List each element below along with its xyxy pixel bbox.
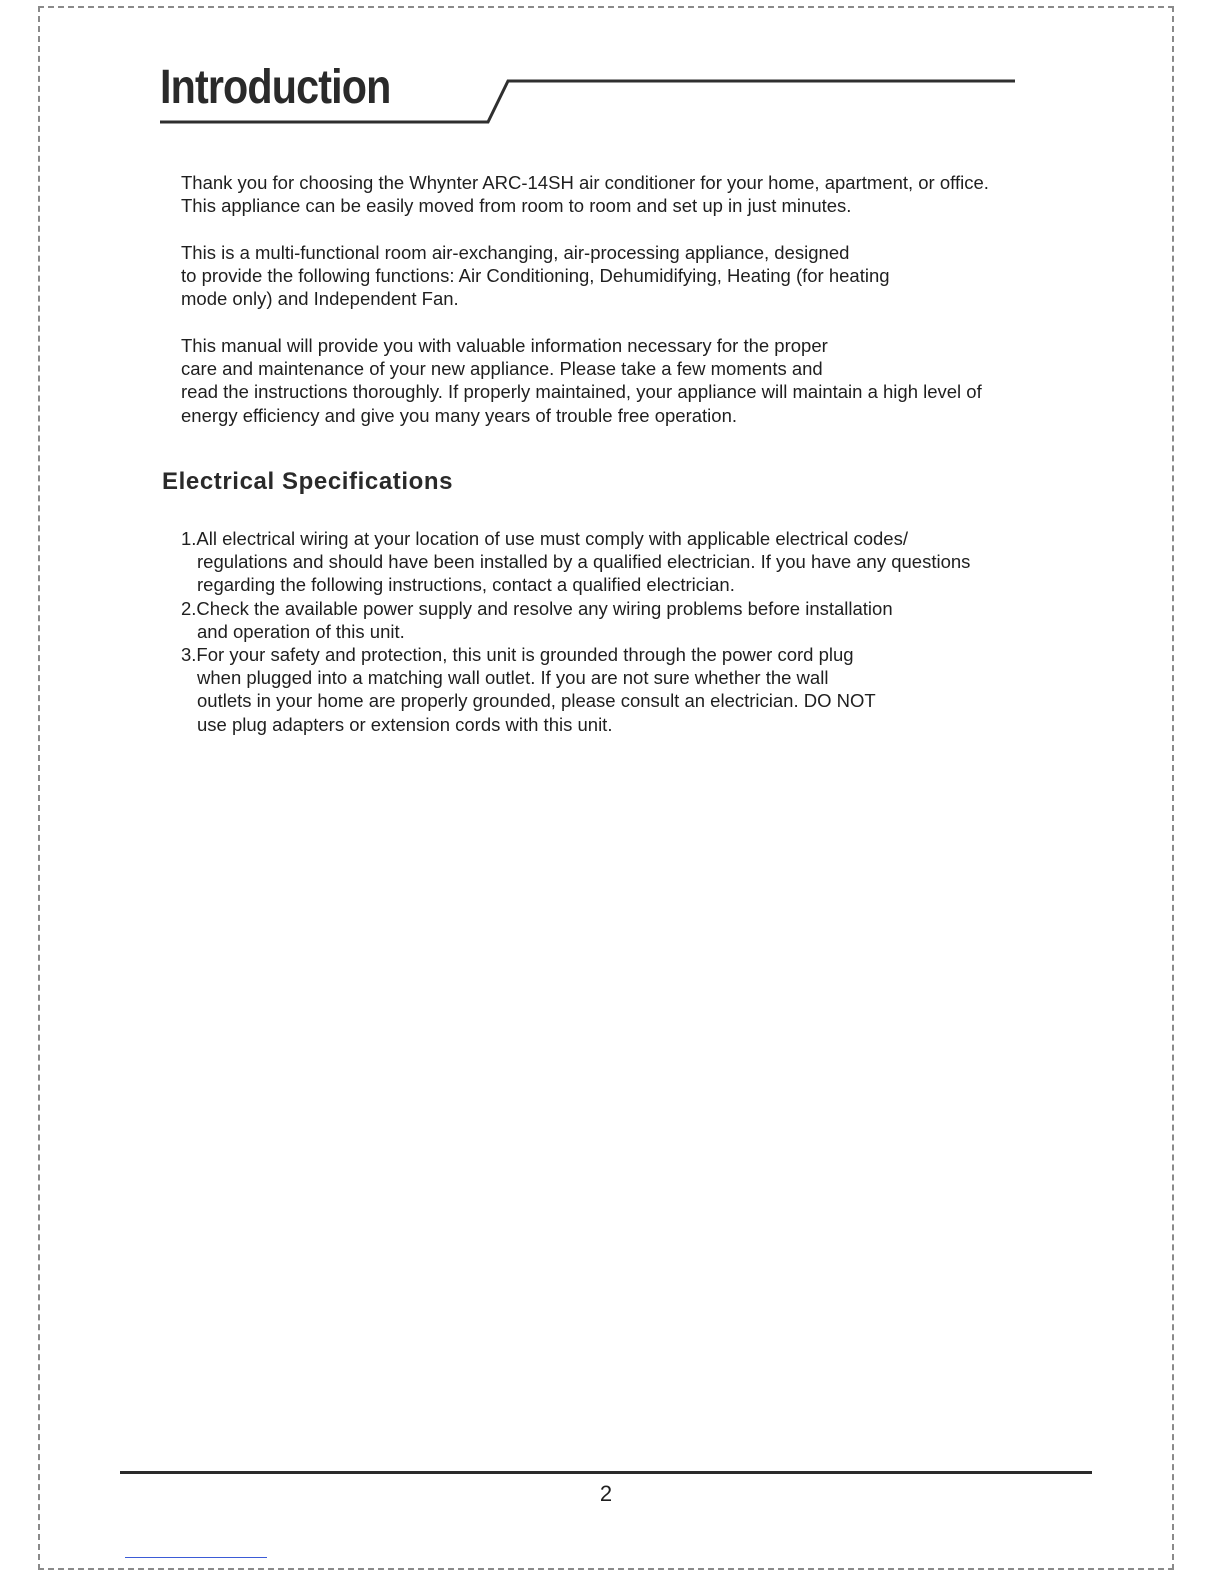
text-line: 3.For your safety and protection, this unit is grounded through the power cord plug — [181, 644, 854, 666]
spec-item-1 — [181, 527, 1061, 597]
text-line: energy efficiency and give you many years of trouble free operation. — [181, 404, 738, 426]
page-number: 2 — [599, 1481, 613, 1506]
spec-item-2 — [181, 597, 1061, 643]
footer-link-underline — [125, 1557, 267, 1558]
text-line: mode only) and Independent Fan. — [181, 288, 459, 310]
text-line: when plugged into a matching wall outlet. If you are not sure whether the wall — [197, 667, 829, 689]
text-line: Thank you for choosing the Whynter ARC-14SH air conditioner for your home, apartment, or office. — [181, 172, 989, 193]
text-line: to provide the following functions: Air Conditioning, Dehumidifying, Heating (for heating — [181, 265, 890, 287]
intro-paragraph-3 — [181, 334, 1061, 427]
text-line: This manual will provide you with valuable information necessary for the proper — [181, 335, 828, 356]
electrical-spec-list — [181, 527, 1061, 736]
text-line: 2.Check the available power supply and resolve any wiring problems before installation — [181, 597, 893, 619]
text-line: 1.All electrical wiring at your location of use must comply with applicable electrical codes/ — [181, 528, 908, 549]
text-line: care and maintenance of your new appliance. Please take a few moments and — [181, 358, 823, 380]
spec-item-3 — [181, 643, 1061, 736]
text-line: regarding the following instructions, contact a qualified electrician. — [197, 574, 735, 596]
footer-rule — [120, 1471, 1092, 1474]
page-title: Introduction — [160, 61, 391, 114]
text-line: regulations and should have been installed by a qualified electrician. If you have any questions — [197, 551, 971, 573]
text-line: read the instructions thoroughly. If properly maintained, your appliance will maintain a high level of — [181, 381, 982, 403]
text-line: use plug adapters or extension cords with this unit. — [197, 713, 613, 735]
text-line: outlets in your home are properly grounded, please consult an electrician. DO NOT — [197, 690, 876, 712]
section-heading-electrical-specifications: Electrical Specifications — [162, 468, 454, 495]
intro-paragraph-2 — [181, 241, 1061, 311]
text-line: This is a multi-functional room air-exchanging, air-processing appliance, designed — [181, 242, 850, 263]
text-line: This appliance can be easily moved from room to room and set up in just minutes. — [181, 195, 852, 217]
intro-paragraph-1 — [181, 171, 1061, 217]
text-line: and operation of this unit. — [197, 620, 405, 642]
